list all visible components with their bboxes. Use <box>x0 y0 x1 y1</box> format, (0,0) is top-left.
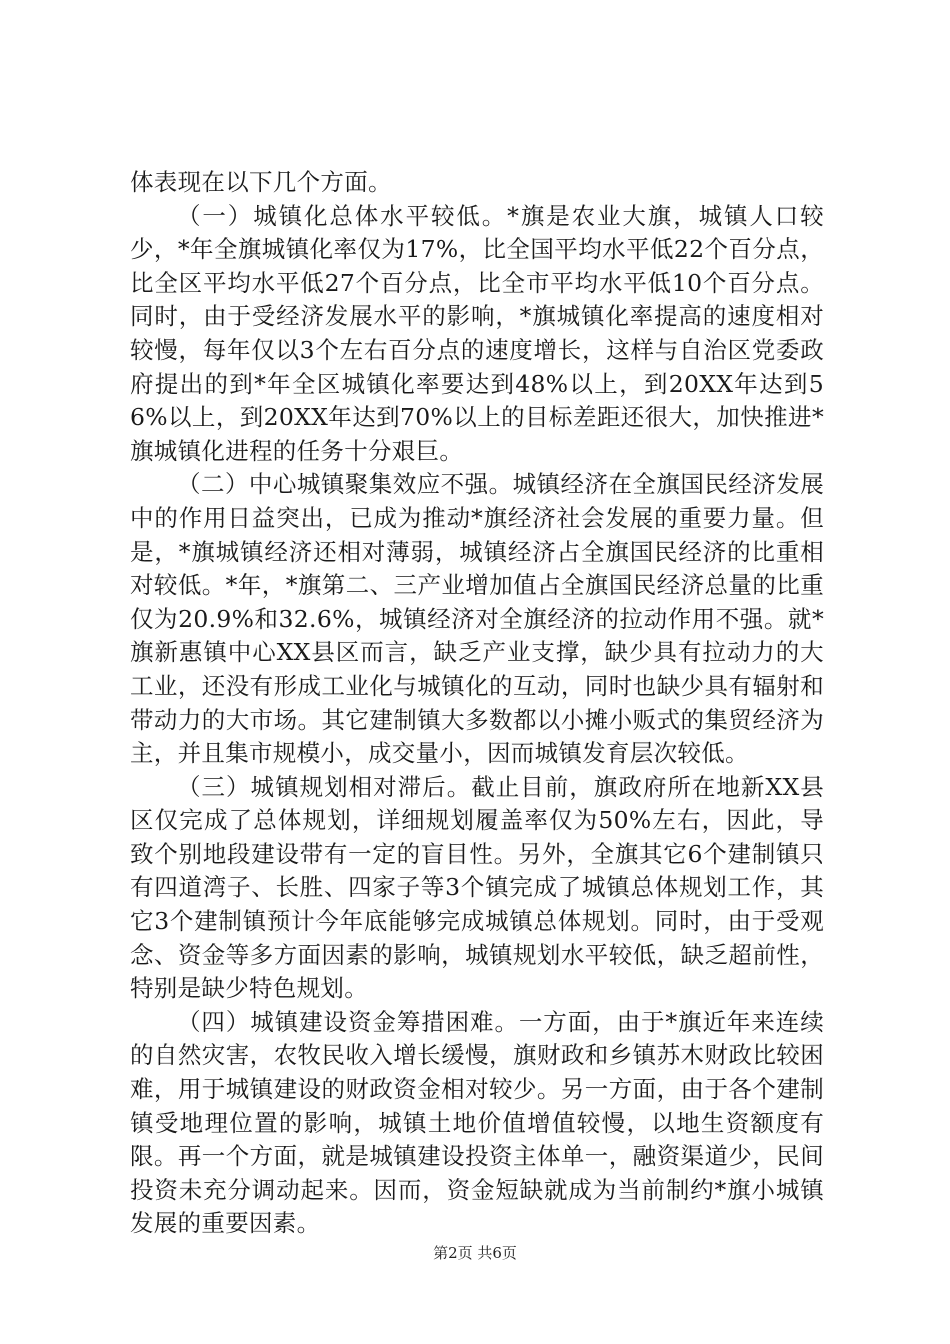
document-body <box>130 166 824 1241</box>
paragraph-section-4: （四）城镇建设资金筹措困难。一方面，由于*旗近年来连续的自然灾害，农牧民收入增长缓慢，旗财政和乡镇苏木财政比较困难，用于城镇建设的财政资金相对较少。另一方面，由于各个建制镇受地理位置的影响，城镇土地价值增值较慢，以地生资额度有限。再一个方面，就是城镇建设投资主体单一，融资渠道少，民间投资未充分调动起来。因而，资金短缺就成为当前制约*旗小城镇发展的重要因素。 <box>130 1007 824 1238</box>
paragraph-section-3: （三）城镇规划相对滞后。截止目前，旗政府所在地新XX县区仅完成了总体规划，详细规划履盖率仅为50%左右，因此，导致个别地段建设带有一定的盲目性。另外，全旗其它6个建制镇只有四道湾子、长胜、四家子等3个镇完成了城镇总体规划工作，其它3个建制镇预计今年底能够完成城镇总体规划。同时，由于受观念、资金等多方面因素的影响，城镇规划水平较低，缺乏超前性，特别是缺少特色规划。 <box>130 772 824 1003</box>
page-number-footer: 第2页 共6页 <box>433 1244 517 1262</box>
paragraph-section-1: （一）城镇化总体水平较低。*旗是农业大旗，城镇人口较少，*年全旗城镇化率仅为17%，比全国平均水平低22个百分点，比全区平均水平低27个百分点，比全市平均水平低10个百分点。同时，由于受经济发展水平的影响，*旗城镇化率提高的速度相对较慢，每年仅以3个左右百分点的速度增长，这样与自治区党委政府提出的到*年全区城镇化率要达到48%以上，到20XX年达到56%以上，到20XX年达到70%以上的目标差距还很大，加快推进*旗城镇化进程的任务十分艰巨。 <box>130 201 824 465</box>
paragraph-section-2: （二）中心城镇聚集效应不强。城镇经济在全旗国民经济发展中的作用日益突出，已成为推动*旗经济社会发展的重要力量。但是，*旗城镇经济还相对薄弱，城镇经济占全旗国民经济的比重相对较低。*年，*旗第二、三产业增加值占全旗国民经济总量的比重仅为20.9%和32.6%，城镇经济对全旗经济的拉动作用不强。就*旗新惠镇中心XX县区而言，缺乏产业支撑，缺少具有拉动力的大工业，还没有形成工业化与城镇化的互动，同时也缺少具有辐射和带动力的大市场。其它建制镇大多数都以小摊小贩式的集贸经济为主，并且集市规模小，成交量小，因而城镇发育层次较低。 <box>130 470 824 768</box>
paragraph-continuation: 体表现在以下几个方面。 <box>130 168 392 196</box>
